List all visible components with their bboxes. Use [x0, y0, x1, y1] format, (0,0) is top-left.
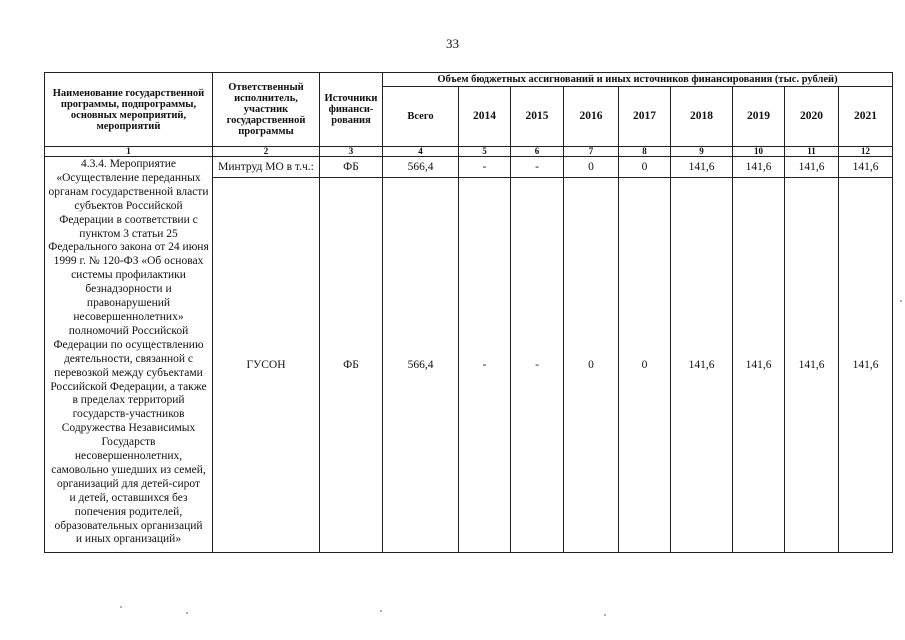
activity-name-line: государств-участников [72, 408, 185, 421]
year-value-cell: 0 [619, 178, 671, 553]
activity-name-line: «Осуществление переданных [56, 171, 201, 184]
year-value-cell: 141,6 [733, 157, 785, 178]
source-cell: ФБ [320, 178, 383, 553]
activity-name-line: организаций для детей-сирот [56, 477, 201, 490]
activity-name-line: органам государственной власти [48, 185, 209, 198]
activity-name-line: Федерального закона от 24 июня [48, 241, 209, 254]
activity-name-line: в пределах территорий [72, 394, 185, 407]
year-value-cell: 141,6 [671, 178, 733, 553]
year-value-cell: 141,6 [839, 157, 893, 178]
activity-name-line: деятельности, связанной с [63, 352, 194, 365]
activity-name-cell [45, 157, 213, 553]
source-cell: ФБ [320, 157, 383, 178]
activity-name-line: безнадзорности и [85, 283, 172, 296]
activity-name-line: и иных организаций» [75, 533, 182, 546]
column-number: 3 [320, 147, 383, 157]
executor-cell: ГУСОН [213, 178, 320, 553]
scan-speck [186, 612, 188, 614]
column-number: 8 [619, 147, 671, 157]
activity-name-line: самовольно ушедших из семей, [51, 463, 206, 476]
column-number: 7 [564, 147, 619, 157]
activity-name-line: пунктом 3 статьи 25 [79, 227, 178, 240]
activity-name-line: полномочий Российской [68, 324, 189, 337]
header-year: 2016 [564, 87, 619, 147]
header-year: 2017 [619, 87, 671, 147]
activity-name-line: системы профилактики [71, 269, 186, 282]
scan-speck [604, 614, 606, 616]
column-number: 4 [383, 147, 459, 157]
header-year: 2019 [733, 87, 785, 147]
year-value-cell: - [511, 178, 564, 553]
year-value-cell: 0 [564, 157, 619, 178]
scan-speck [900, 300, 902, 302]
column-number: 2 [213, 147, 320, 157]
activity-name-line: попечения родителей, [74, 505, 183, 518]
activity-name-line: 4.3.4. Мероприятие [80, 158, 177, 170]
year-value-cell: - [459, 178, 511, 553]
activity-name-line: 1999 г. № 120-ФЗ «Об основах [53, 255, 204, 268]
header-executor: Ответственный исполнитель, участник государственной программы [213, 73, 320, 147]
activity-name-line: Федерации по осуществлению [53, 338, 204, 351]
activity-name-line: субъектов Российской [74, 199, 183, 212]
column-number: 1 [45, 147, 213, 157]
column-number: 10 [733, 147, 785, 157]
activity-name-line: и детей, оставшихся без [69, 491, 188, 504]
activity-name-line: Государств [101, 436, 156, 449]
year-value-cell: 0 [619, 157, 671, 178]
header-source: Источники финанси-рования [320, 73, 383, 147]
header-year: 2018 [671, 87, 733, 147]
scan-speck [120, 606, 122, 608]
year-value-cell: 141,6 [785, 157, 839, 178]
year-value-cell: - [511, 157, 564, 178]
executor-cell: Минтруд МО в т.ч.: [213, 157, 320, 178]
column-number: 11 [785, 147, 839, 157]
year-value-cell: 0 [564, 178, 619, 553]
total-cell: 566,4 [383, 157, 459, 178]
year-value-cell: 141,6 [839, 178, 893, 553]
table-row [45, 157, 893, 178]
header-row-top [45, 73, 893, 87]
total-cell: 566,4 [383, 178, 459, 553]
activity-name-line: несовершеннолетних, [74, 450, 183, 463]
activity-name-line: несовершеннолетних» [73, 310, 184, 323]
column-number: 9 [671, 147, 733, 157]
budget-table [44, 72, 893, 553]
header-year: 2015 [511, 87, 564, 147]
page-number: 33 [446, 36, 459, 51]
header-funding-group: Объем бюджетных ассигнований и иных источников финансирования (тыс. рублей) [383, 73, 893, 87]
activity-name-line: перевозкой между субъектами [54, 366, 203, 379]
year-value-cell: 141,6 [785, 178, 839, 553]
activity-name-line: образовательных организаций [54, 519, 203, 532]
header-name: Наименование государственной программы, подпрограммы, основных мероприятий, мероприятий [45, 73, 213, 147]
activity-name-line: Содружества Независимых [61, 422, 196, 435]
header-year: 2021 [839, 87, 893, 147]
scan-speck [380, 610, 382, 612]
activity-name-line: правонарушений [86, 297, 171, 310]
column-number: 6 [511, 147, 564, 157]
year-value-cell: - [459, 157, 511, 178]
column-number: 12 [839, 147, 893, 157]
activity-name-line: Федерации в соответствии с [59, 213, 198, 226]
year-value-cell: 141,6 [671, 157, 733, 178]
year-value-cell: 141,6 [733, 178, 785, 553]
header-year: 2014 [459, 87, 511, 147]
header-year: 2020 [785, 87, 839, 147]
activity-name-line: Российской Федерации, а также [50, 380, 207, 393]
column-number: 5 [459, 147, 511, 157]
column-number-row [45, 147, 893, 157]
header-total: Всего [383, 87, 459, 147]
